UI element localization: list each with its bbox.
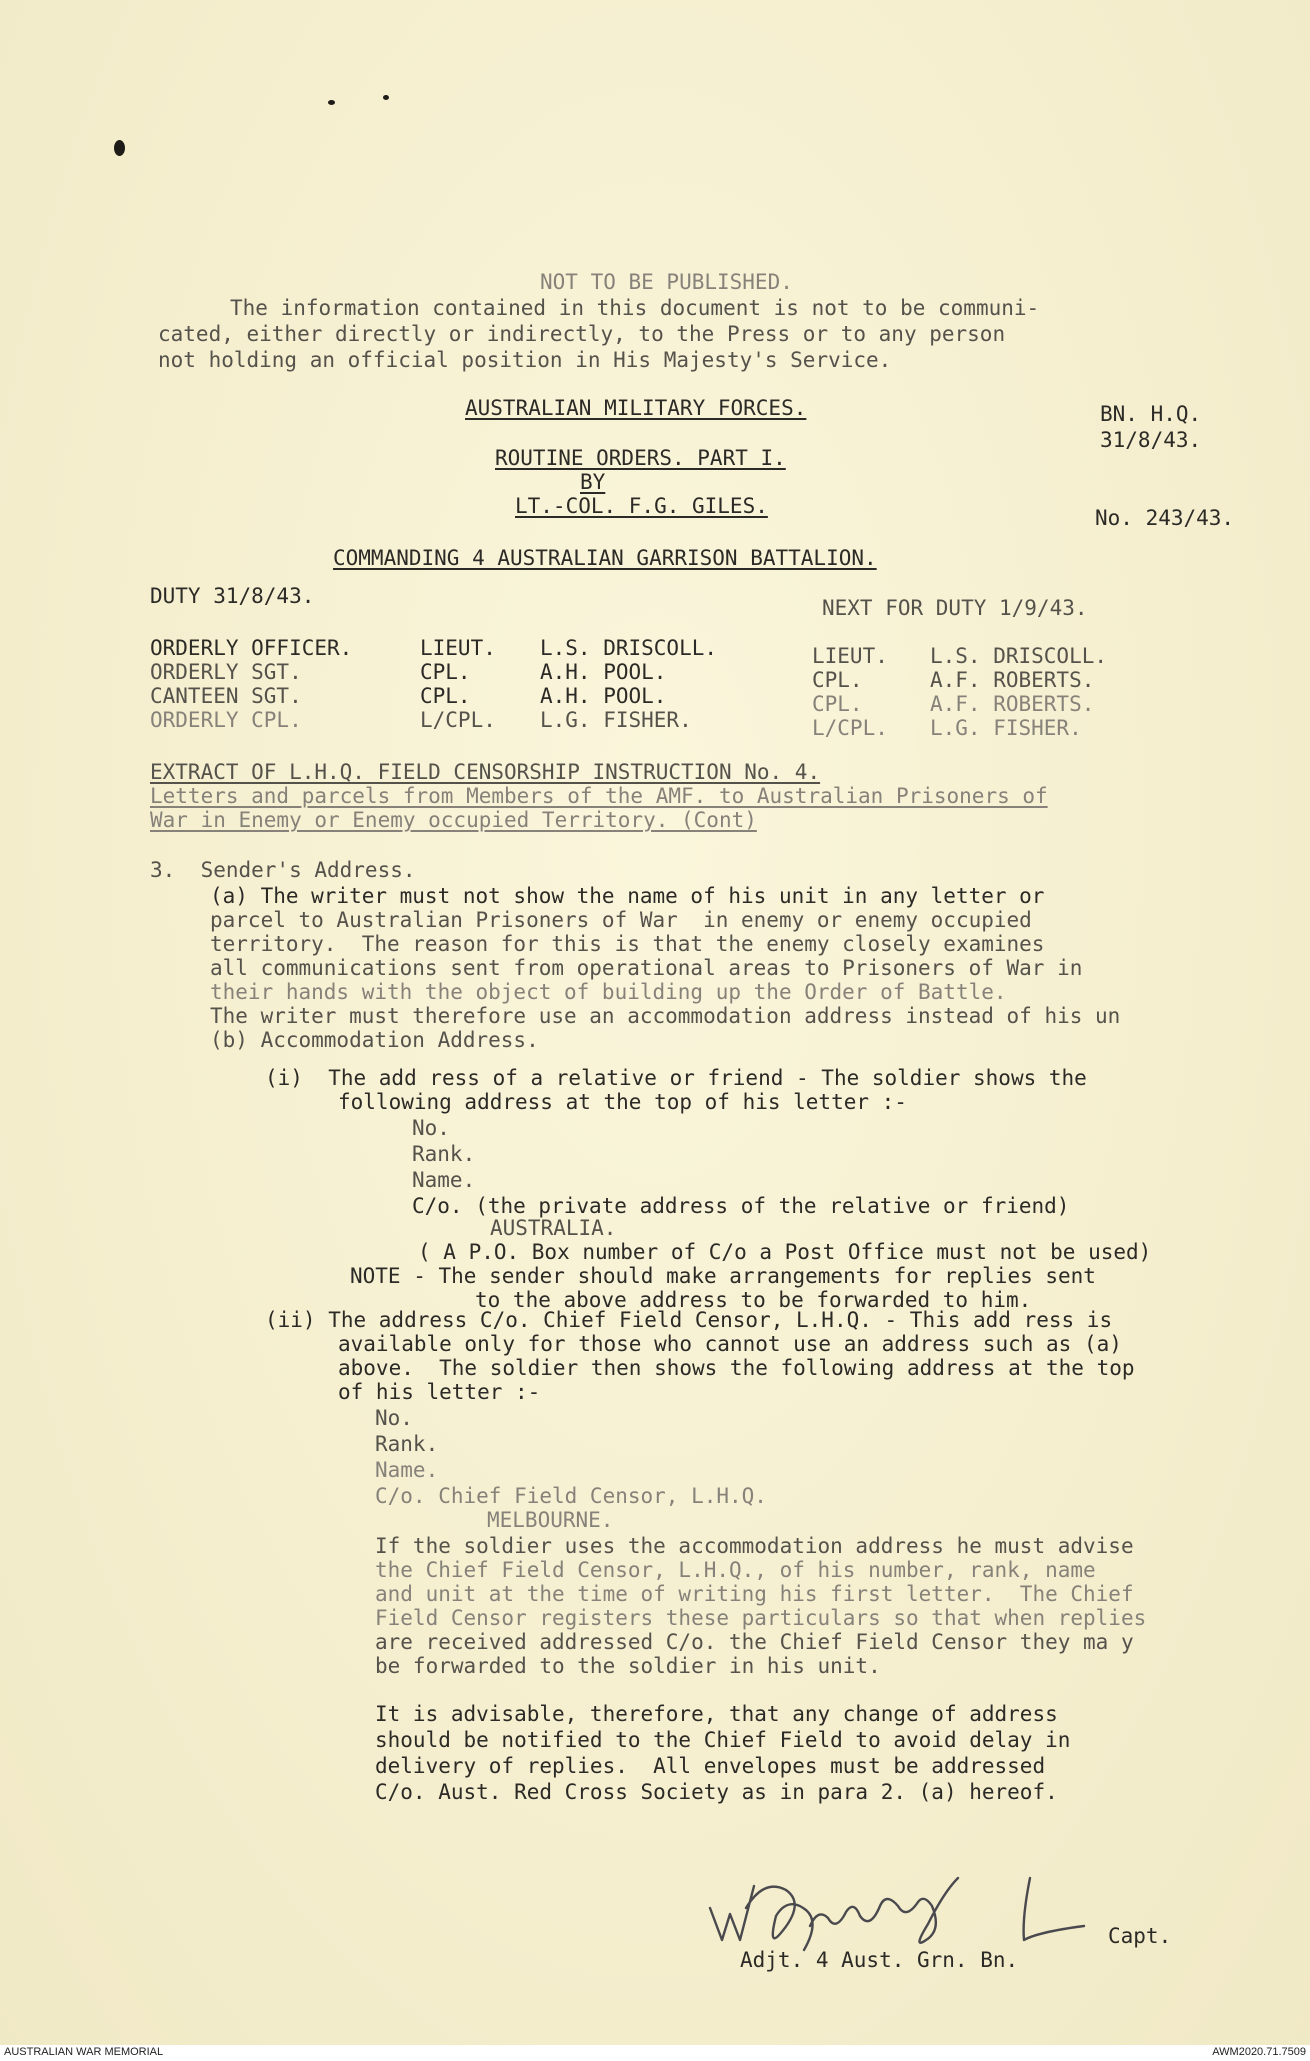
notice-line: not holding an official position in His Majesty's Service. xyxy=(158,348,892,372)
roster-name: L.S. DRISCOLL. xyxy=(540,636,718,660)
punch-hole xyxy=(383,95,389,100)
roster-name: A.H. POOL. xyxy=(540,660,667,684)
roster-rank: CPL. xyxy=(420,660,471,684)
body-line: of his letter :- xyxy=(338,1380,541,1404)
address-line: No. xyxy=(412,1116,450,1140)
orders-title: ROUTINE ORDERS. PART I. xyxy=(495,446,786,470)
body-line: are received addressed C/o. the Chief Field Censor they ma y xyxy=(375,1630,1134,1654)
roster-name: L.G. FISHER. xyxy=(540,708,692,732)
duty-next-label: NEXT FOR DUTY 1/9/43. xyxy=(822,596,1088,620)
footer-bar xyxy=(0,2045,1310,2061)
header-title: AUSTRALIAN MILITARY FORCES. xyxy=(465,396,807,420)
body-line: (b) Accommodation Address. xyxy=(210,1028,539,1052)
address-line: Rank. xyxy=(412,1142,476,1166)
body-line: It is advisable, therefore, that any change of address xyxy=(375,1702,1058,1726)
body-line: should be notified to the Chief Field to avoid delay in xyxy=(375,1728,1071,1752)
duty-current-label: DUTY 31/8/43. xyxy=(150,584,315,608)
commanding-officer: LT.-COL. F.G. GILES. xyxy=(515,494,768,518)
roster-next-rank: CPL. xyxy=(812,692,863,716)
footer-reference: AWM2020.71.7509 xyxy=(1212,2046,1306,2058)
address-line: Rank. xyxy=(375,1432,439,1456)
roster-next-name: L.S. DRISCOLL. xyxy=(930,644,1108,668)
address-line: MELBOURNE. xyxy=(487,1508,614,1532)
note-line: NOTE - The sender should make arrangements for replies sent xyxy=(350,1264,1096,1288)
commanding-line: COMMANDING 4 AUSTRALIAN GARRISON BATTALION. xyxy=(333,546,877,570)
roster-rank: LIEUT. xyxy=(420,636,496,660)
address-line: Name. xyxy=(412,1168,476,1192)
roster-role: ORDERLY SGT. xyxy=(150,660,302,684)
address-line: Name. xyxy=(375,1458,439,1482)
body-line: ( A P.O. Box number of C/o a Post Office must not be used) xyxy=(418,1240,1152,1264)
handwritten-signature xyxy=(700,1868,1130,1958)
roster-role: CANTEEN SGT. xyxy=(150,684,302,708)
footer-source: AUSTRALIAN WAR MEMORIAL xyxy=(4,2046,164,2058)
address-line: AUSTRALIA. xyxy=(490,1216,617,1240)
body-line: all communications sent from operational areas to Prisoners of War in xyxy=(210,956,1083,980)
roster-name: A.H. POOL. xyxy=(540,684,667,708)
body-line: The writer must therefore use an accommodation address instead of his un xyxy=(210,1004,1121,1028)
note-line: to the above address to be forwarded to him. xyxy=(475,1288,1032,1312)
body-line: If the soldier uses the accommodation address he must advise xyxy=(375,1534,1134,1558)
body-line: (a) The writer must not show the name of his unit in any letter or xyxy=(210,884,1045,908)
roster-role: ORDERLY CPL. xyxy=(150,708,302,732)
hq-reference: BN. H.Q. xyxy=(1100,402,1202,426)
punch-hole xyxy=(114,140,125,156)
body-line: delivery of replies. All envelopes must be addressed xyxy=(375,1754,1046,1778)
body-line: territory. The reason for this is that the enemy closely examines xyxy=(210,932,1045,956)
roster-next-rank: LIEUT. xyxy=(812,644,888,668)
body-line: be forwarded to the soldier in his unit. xyxy=(375,1654,881,1678)
body-line: following address at the top of his letter :- xyxy=(338,1090,907,1114)
para-heading: 3. Sender's Address. xyxy=(150,858,416,882)
body-line: and unit at the time of writing his first letter. The Chief xyxy=(375,1582,1134,1606)
notice-line: cated, either directly or indirectly, to the Press or to any person xyxy=(158,322,1006,346)
body-line: Field Censor registers these particulars so that when replies xyxy=(375,1606,1147,1630)
extract-title: EXTRACT OF L.H.Q. FIELD CENSORSHIP INSTRUCTION No. 4. xyxy=(150,760,821,784)
signature-rank: Capt. xyxy=(1108,1924,1172,1948)
signature-title: Adjt. 4 Aust. Grn. Bn. xyxy=(740,1948,1019,1972)
address-line: C/o. Chief Field Censor, L.H.Q. xyxy=(375,1484,767,1508)
roster-rank: CPL. xyxy=(420,684,471,708)
address-line: No. xyxy=(375,1406,413,1430)
body-line: available only for those who cannot use an address such as (a) xyxy=(338,1332,1122,1356)
order-number: No. 243/43. xyxy=(1095,506,1235,530)
body-line: parcel to Australian Prisoners of War in enemy or enemy occupied xyxy=(210,908,1032,932)
roster-next-name: L.G. FISHER. xyxy=(930,716,1082,740)
address-line: C/o. (the private address of the relative or friend) xyxy=(412,1194,1070,1218)
body-line: their hands with the object of building up the Order of Battle. xyxy=(210,980,1007,1004)
body-line: above. The soldier then shows the following address at the top xyxy=(338,1356,1135,1380)
notice-line: The information contained in this document is not to be communi- xyxy=(230,296,1040,320)
body-line: C/o. Aust. Red Cross Society as in para 2. (a) hereof. xyxy=(375,1780,1058,1804)
body-line: (ii) The address C/o. Chief Field Censor, L.H.Q. - This add ress is xyxy=(265,1308,1113,1332)
order-date: 31/8/43. xyxy=(1100,428,1202,452)
notice-heading: NOT TO BE PUBLISHED. xyxy=(540,270,793,294)
orders-by: BY xyxy=(580,470,606,494)
punch-hole xyxy=(328,100,335,105)
body-line: the Chief Field Censor, L.H.Q., of his number, rank, name xyxy=(375,1558,1096,1582)
body-line: (i) The add ress of a relative or friend - The soldier shows the xyxy=(265,1066,1087,1090)
roster-next-name: A.F. ROBERTS. xyxy=(930,668,1095,692)
roster-next-rank: CPL. xyxy=(812,668,863,692)
roster-role: ORDERLY OFFICER. xyxy=(150,636,353,660)
extract-subtitle: Letters and parcels from Members of the AMF. to Australian Prisoners of xyxy=(150,784,1048,808)
roster-next-rank: L/CPL. xyxy=(812,716,888,740)
roster-rank: L/CPL. xyxy=(420,708,496,732)
roster-next-name: A.F. ROBERTS. xyxy=(930,692,1095,716)
extract-subtitle: War in Enemy or Enemy occupied Territory. (Cont) xyxy=(150,808,757,832)
